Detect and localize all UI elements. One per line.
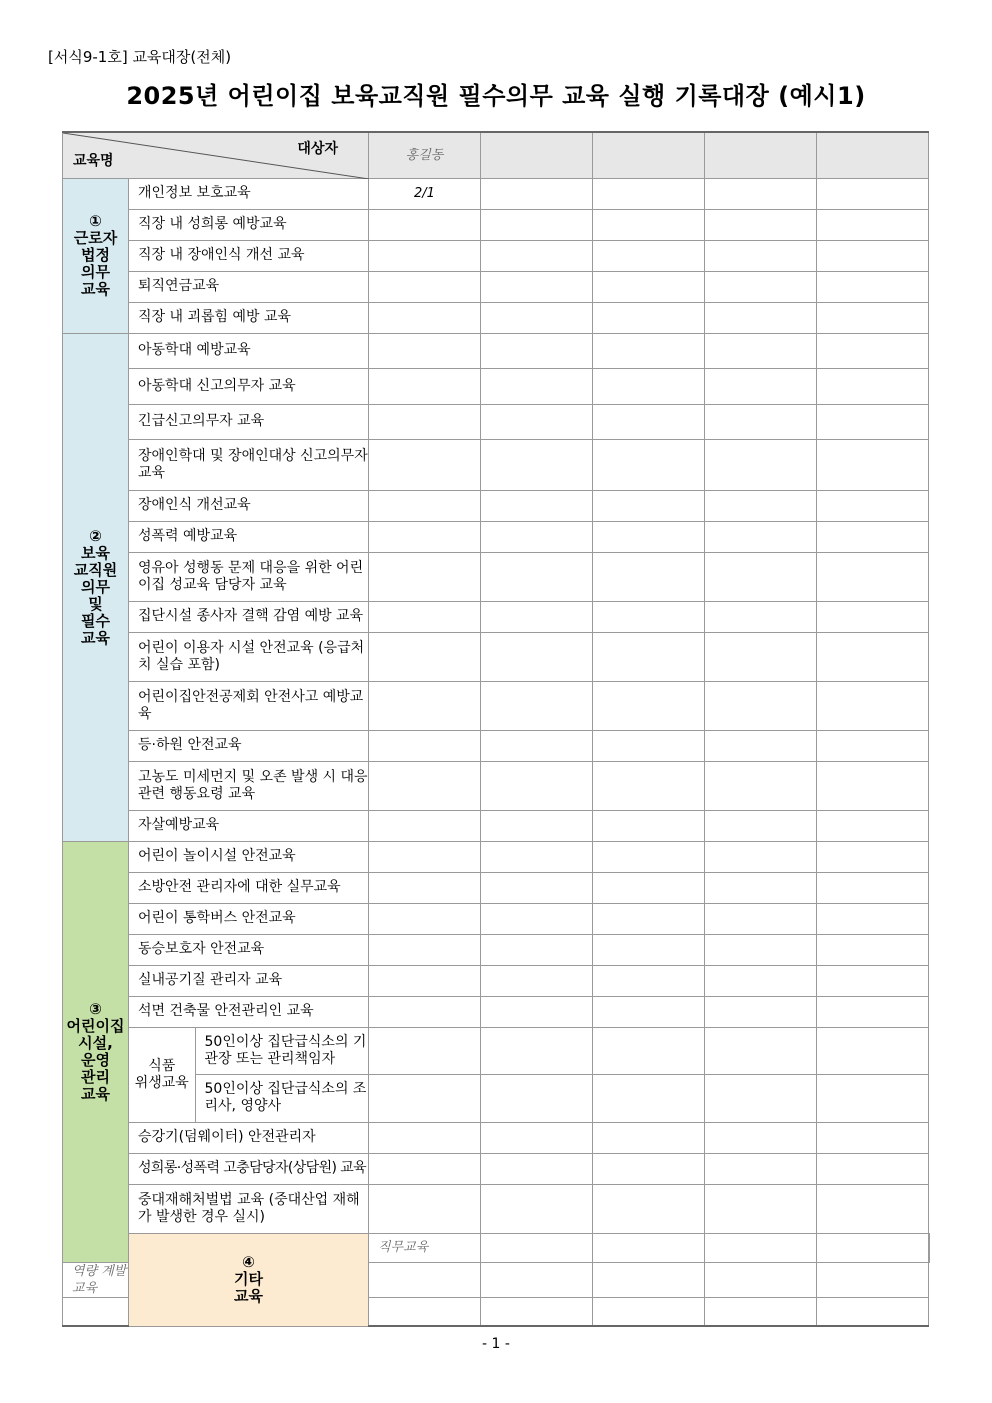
category-cell-3 [63, 841, 129, 1262]
course-row [63, 1122, 930, 1153]
entry-cell[interactable] [369, 368, 481, 404]
entry-subcell[interactable] [817, 1075, 928, 1122]
entry-cell[interactable] [593, 761, 705, 810]
entry-cell[interactable] [369, 681, 481, 730]
food-row [129, 1028, 368, 1075]
entry-subcell[interactable] [481, 1028, 592, 1075]
entry-cell[interactable] [705, 552, 817, 601]
diagonal-header-cell [63, 132, 369, 178]
course-name: 어린이 놀이시설 안전교육 [129, 841, 369, 872]
entry-cell[interactable] [817, 1184, 929, 1233]
course-name: 역량 계발 교육 [63, 1262, 129, 1297]
entry-cell[interactable] [369, 934, 481, 965]
entry-cell[interactable] [705, 240, 817, 271]
entry-cell[interactable] [593, 996, 705, 1027]
category-label: 어린이집 [66, 1016, 125, 1035]
entry-cell[interactable] [817, 490, 929, 521]
entry-cell[interactable] [481, 240, 593, 271]
course-name: 집단시설 종사자 결핵 감염 예방 교육 [129, 601, 369, 632]
entry-cell[interactable] [593, 178, 705, 209]
category-label: 법정 [81, 246, 110, 264]
entry-cell[interactable] [369, 240, 481, 271]
entry-cell[interactable] [369, 404, 481, 439]
entry-cell[interactable] [817, 333, 929, 368]
entry-cell[interactable] [705, 632, 817, 681]
entry-cell[interactable] [369, 1153, 481, 1184]
entry-cell[interactable] [369, 730, 481, 761]
course-row [63, 1027, 930, 1122]
entry-cell[interactable] [593, 1122, 705, 1153]
entry-cell[interactable] [817, 872, 929, 903]
entry-cell[interactable] [369, 552, 481, 601]
entry-cell[interactable] [481, 1233, 593, 1262]
entry-cell[interactable] [817, 368, 929, 404]
page-title: 2025년 어린이집 보육교직원 필수의무 교육 실행 기록대장 (예시1) [126, 82, 866, 110]
entry-cell[interactable] [481, 521, 593, 552]
entry-cell[interactable] [369, 632, 481, 681]
entry-cell[interactable] [593, 1153, 705, 1184]
entry-cell[interactable] [369, 761, 481, 810]
entry-cell[interactable] [481, 552, 593, 601]
course-row [63, 872, 930, 903]
entry-cell[interactable] [369, 810, 481, 841]
entry-cell[interactable] [705, 1184, 817, 1233]
entry-cell[interactable] [817, 521, 929, 552]
entry-cell[interactable] [481, 1262, 593, 1297]
course-row [63, 490, 930, 521]
entry-cell[interactable] [593, 271, 705, 302]
entry-cell[interactable] [481, 632, 593, 681]
course-row [63, 302, 930, 333]
course-row [63, 1184, 930, 1233]
entry-cell[interactable] [593, 1184, 705, 1233]
course-name: 직장 내 장애인식 개선 교육 [129, 240, 369, 271]
category-label: 기타 [234, 1270, 263, 1288]
entry-cell[interactable] [481, 1122, 593, 1153]
completion-date[interactable]: 2/1 [369, 178, 481, 209]
entry-cell[interactable] [817, 271, 929, 302]
entry-cell[interactable] [369, 872, 481, 903]
course-name: 아동학대 예방교육 [129, 333, 369, 368]
category-label: 필수 [81, 611, 110, 630]
course-name: 등·하원 안전교육 [129, 730, 369, 761]
course-row [63, 730, 930, 761]
course-name: 직무교육 [369, 1233, 481, 1262]
entry-cell[interactable] [593, 965, 705, 996]
entry-cell[interactable] [481, 681, 593, 730]
entry-cell[interactable] [369, 1122, 481, 1153]
entry-cell[interactable] [705, 1153, 817, 1184]
course-name: 어린이 이용자 시설 안전교육 (응급처치 실습 포함) [129, 632, 369, 681]
entry-cell[interactable] [593, 1233, 705, 1262]
entry-cell[interactable] [817, 965, 929, 996]
entry-cell[interactable] [817, 1153, 929, 1184]
course-label: 교육명 [73, 152, 114, 169]
entry-cell[interactable] [369, 1297, 481, 1326]
course-row [63, 996, 930, 1027]
entry-cell[interactable] [705, 934, 817, 965]
entry-cell[interactable] [705, 903, 817, 934]
entry-cell[interactable] [817, 681, 929, 730]
entry-cell[interactable] [705, 209, 817, 240]
entry-cell[interactable] [705, 439, 817, 490]
category-label: 및 [88, 594, 103, 613]
entry-cell[interactable] [705, 1297, 817, 1326]
category-label: 근로자 [73, 229, 118, 247]
entry-cell[interactable] [817, 302, 929, 333]
food-hygiene-group [129, 1027, 369, 1122]
entry-cell[interactable] [481, 368, 593, 404]
course-name: 승강기(덤웨이터) 안전관리자 [129, 1122, 369, 1153]
course-row [63, 601, 930, 632]
course-row [63, 810, 930, 841]
entry-cell[interactable] [817, 1027, 929, 1122]
food-label-line: 위생교육 [134, 1074, 189, 1091]
course-row [63, 965, 930, 996]
course-row [63, 903, 930, 934]
course-row [63, 209, 930, 240]
course-name: 아동학대 신고의무자 교육 [129, 368, 369, 404]
food-hygiene-label [129, 1028, 195, 1122]
entry-cell[interactable] [705, 1027, 817, 1122]
course-name: 장애인학대 및 장애인대상 신고의무자 교육 [129, 439, 369, 490]
course-row [63, 632, 930, 681]
header-row [63, 132, 930, 178]
category-label: 교육 [81, 280, 110, 298]
entry-cell[interactable] [481, 1153, 593, 1184]
entry-cell[interactable] [705, 521, 817, 552]
entry-cell[interactable] [817, 903, 929, 934]
entry-cell[interactable] [817, 1297, 929, 1326]
entry-cell[interactable] [817, 209, 929, 240]
entry-cell[interactable] [481, 1184, 593, 1233]
entry-cell[interactable] [369, 209, 481, 240]
entry-cell[interactable] [593, 872, 705, 903]
entry-cell[interactable] [817, 632, 929, 681]
entry-cell[interactable] [481, 872, 593, 903]
course-name: 퇴직연금교육 [129, 271, 369, 302]
entry-cell[interactable] [593, 810, 705, 841]
course-name: 장애인식 개선교육 [129, 490, 369, 521]
entry-subcell[interactable] [705, 1075, 816, 1122]
entry-cell[interactable] [369, 521, 481, 552]
entry-cell[interactable] [593, 730, 705, 761]
entry-cell[interactable] [369, 965, 481, 996]
course-name: 개인정보 보호교육 [129, 178, 369, 209]
entry-cell[interactable] [593, 1297, 705, 1326]
entry-subcell[interactable] [369, 1028, 480, 1075]
entry-cell[interactable] [929, 1233, 930, 1262]
course-name: 소방안전 관리자에 대한 실무교육 [129, 872, 369, 903]
entry-cell[interactable] [705, 601, 817, 632]
entry-cell[interactable] [705, 1122, 817, 1153]
entry-cell[interactable] [593, 490, 705, 521]
entry-cell[interactable] [593, 302, 705, 333]
entry-cell[interactable] [593, 681, 705, 730]
category-label: 교육 [81, 628, 110, 647]
course-row [63, 333, 930, 368]
entry-subcell[interactable] [593, 1075, 704, 1122]
course-row [63, 368, 930, 404]
entry-cell[interactable] [593, 368, 705, 404]
entry-cell[interactable] [705, 271, 817, 302]
entry-cell[interactable] [817, 1122, 929, 1153]
entry-subcell[interactable] [481, 1075, 592, 1122]
category-label: 운영 [81, 1050, 110, 1069]
entry-cell[interactable] [481, 934, 593, 965]
entry-cell[interactable] [817, 1262, 929, 1297]
entry-cell[interactable] [593, 601, 705, 632]
category-label: 교직원 [73, 560, 118, 579]
entry-cell[interactable] [593, 439, 705, 490]
entry-subcell[interactable] [369, 1075, 480, 1122]
category-label: 의무 [81, 577, 110, 596]
course-row [63, 1233, 930, 1262]
entry-cell[interactable] [481, 333, 593, 368]
course-name: 자살예방교육 [129, 810, 369, 841]
entry-cell[interactable] [817, 601, 929, 632]
course-name: 50인이상 집단급식소의 조리사, 영양사 [204, 1081, 367, 1115]
entry-cell[interactable] [369, 996, 481, 1027]
entry-cell[interactable] [705, 810, 817, 841]
entry-cell[interactable] [705, 490, 817, 521]
entry-cell[interactable] [593, 1027, 705, 1122]
entry-cell[interactable] [817, 810, 929, 841]
entry-cell[interactable] [481, 209, 593, 240]
entry-cell[interactable] [369, 271, 481, 302]
course-name: 어린이집안전공제회 안전사고 예방교육 [129, 681, 369, 730]
course-name: 고농도 미세먼지 및 오존 발생 시 대응 관련 행동요령 교육 [129, 761, 369, 810]
course-row [63, 404, 930, 439]
course-name: 직장 내 괴롭힘 예방 교육 [129, 302, 369, 333]
course-row [63, 1153, 930, 1184]
entry-cell[interactable] [481, 404, 593, 439]
category-label: 관리 [81, 1067, 110, 1086]
course-row [63, 178, 930, 209]
course-row [63, 841, 930, 872]
entry-cell[interactable] [369, 1027, 481, 1122]
course-row [63, 439, 930, 490]
entry-cell[interactable] [481, 1027, 593, 1122]
entry-cell[interactable] [705, 761, 817, 810]
course-name: 동승보호자 안전교육 [129, 934, 369, 965]
category-number: ② [89, 526, 102, 545]
course-row [63, 271, 930, 302]
entry-cell[interactable] [369, 903, 481, 934]
entry-cell[interactable] [481, 271, 593, 302]
entry-cell[interactable] [593, 934, 705, 965]
category-label: 보육 [81, 543, 110, 562]
course-name[interactable] [63, 1297, 129, 1326]
entry-cell[interactable] [481, 903, 593, 934]
course-name: 50인이상 집단급식소의 기관장 또는 관리책임자 [195, 1028, 368, 1075]
entry-cell[interactable] [593, 552, 705, 601]
entry-subcell[interactable] [593, 1028, 704, 1075]
entry-cell[interactable] [481, 302, 593, 333]
entry-cell[interactable] [481, 439, 593, 490]
entry-cell[interactable] [817, 841, 929, 872]
entry-cell[interactable] [593, 903, 705, 934]
category-cell-4 [129, 1233, 369, 1326]
entry-cell[interactable] [593, 404, 705, 439]
person-header[interactable] [481, 132, 593, 178]
entry-cell[interactable] [369, 490, 481, 521]
entry-cell[interactable] [817, 178, 929, 209]
entry-cell[interactable] [817, 240, 929, 271]
food-hygiene-subtable [129, 1028, 368, 1122]
entry-cell[interactable] [481, 1297, 593, 1326]
entry-cell[interactable] [593, 209, 705, 240]
entry-cell[interactable] [593, 521, 705, 552]
person-header[interactable]: 홍길동 [369, 132, 481, 178]
course-name: 어린이 통학버스 안전교육 [129, 903, 369, 934]
entry-cell[interactable] [705, 178, 817, 209]
course-name: 긴급신고의무자 교육 [129, 404, 369, 439]
entry-cell[interactable] [481, 490, 593, 521]
food-label-line: 식품 [148, 1057, 176, 1074]
course-name: 석면 건축물 안전관리인 교육 [129, 996, 369, 1027]
entry-cell[interactable] [481, 730, 593, 761]
course-row [63, 681, 930, 730]
target-label: 대상자 [297, 141, 338, 157]
category-number: ③ [89, 999, 102, 1018]
entry-cell[interactable] [481, 601, 593, 632]
entry-cell[interactable] [593, 632, 705, 681]
entry-cell[interactable] [481, 996, 593, 1027]
entry-cell[interactable] [817, 404, 929, 439]
entry-cell[interactable] [481, 810, 593, 841]
entry-cell[interactable] [481, 178, 593, 209]
entry-cell[interactable] [705, 368, 817, 404]
entry-cell[interactable] [817, 552, 929, 601]
category-label: 시설, [78, 1033, 113, 1052]
entry-cell[interactable] [705, 681, 817, 730]
course-row [63, 552, 930, 601]
entry-cell[interactable] [705, 965, 817, 996]
person-header[interactable] [593, 132, 705, 178]
entry-cell[interactable] [705, 996, 817, 1027]
entry-cell[interactable] [705, 1262, 817, 1297]
category-cell-1 [63, 178, 129, 333]
form-number: [서식9-1호] 교육대장(전체) [48, 48, 232, 66]
category-number: ④ [242, 1253, 255, 1271]
entry-cell[interactable] [481, 761, 593, 810]
entry-cell[interactable] [369, 333, 481, 368]
entry-cell[interactable] [369, 601, 481, 632]
course-name: 성폭력 예방교육 [129, 521, 369, 552]
entry-cell[interactable] [817, 1233, 929, 1262]
entry-cell[interactable] [593, 1262, 705, 1297]
entry-cell[interactable] [817, 934, 929, 965]
course-name: 영유아 성행동 문제 대응을 위한 어린이집 성교육 담당자 교육 [129, 552, 369, 601]
entry-cell[interactable] [705, 333, 817, 368]
course-name: 직장 내 성희롱 예방교육 [129, 209, 369, 240]
entry-subcell[interactable] [817, 1028, 928, 1075]
entry-cell[interactable] [705, 730, 817, 761]
category-number: ① [89, 212, 102, 230]
entry-cell[interactable] [593, 841, 705, 872]
entry-cell[interactable] [593, 333, 705, 368]
entry-cell[interactable] [705, 404, 817, 439]
category-label: 교육 [81, 1084, 110, 1103]
category-label: 의무 [81, 263, 110, 281]
entry-cell[interactable] [817, 439, 929, 490]
course-row [63, 761, 930, 810]
person-header[interactable] [817, 132, 929, 178]
entry-cell[interactable] [705, 302, 817, 333]
entry-cell[interactable] [481, 841, 593, 872]
entry-cell[interactable] [817, 761, 929, 810]
category-label: 교육 [234, 1287, 263, 1305]
person-header[interactable] [705, 132, 817, 178]
entry-cell[interactable] [369, 1184, 481, 1233]
page-number: - 1 - [482, 1336, 510, 1352]
course-name: 중대재해처벌법 교육 (중대산업 재해가 발생한 경우 실시) [129, 1184, 369, 1233]
entry-cell[interactable] [817, 996, 929, 1027]
entry-cell[interactable] [369, 302, 481, 333]
entry-cell[interactable] [369, 841, 481, 872]
entry-cell[interactable] [369, 439, 481, 490]
entry-cell[interactable] [593, 240, 705, 271]
entry-cell[interactable] [369, 1262, 481, 1297]
entry-cell[interactable] [481, 965, 593, 996]
entry-cell[interactable] [817, 730, 929, 761]
course-row [63, 521, 930, 552]
entry-cell[interactable] [705, 872, 817, 903]
course-name: 성희롱·성폭력 고충담당자(상담원) 교육 [129, 1153, 369, 1184]
education-ledger-table [62, 131, 930, 1327]
course-name: 실내공기질 관리자 교육 [129, 965, 369, 996]
course-row [63, 934, 930, 965]
course-row [63, 240, 930, 271]
entry-subcell[interactable] [705, 1028, 816, 1075]
entry-cell[interactable] [705, 841, 817, 872]
entry-cell[interactable] [705, 1233, 817, 1262]
category-cell-2 [63, 333, 129, 841]
